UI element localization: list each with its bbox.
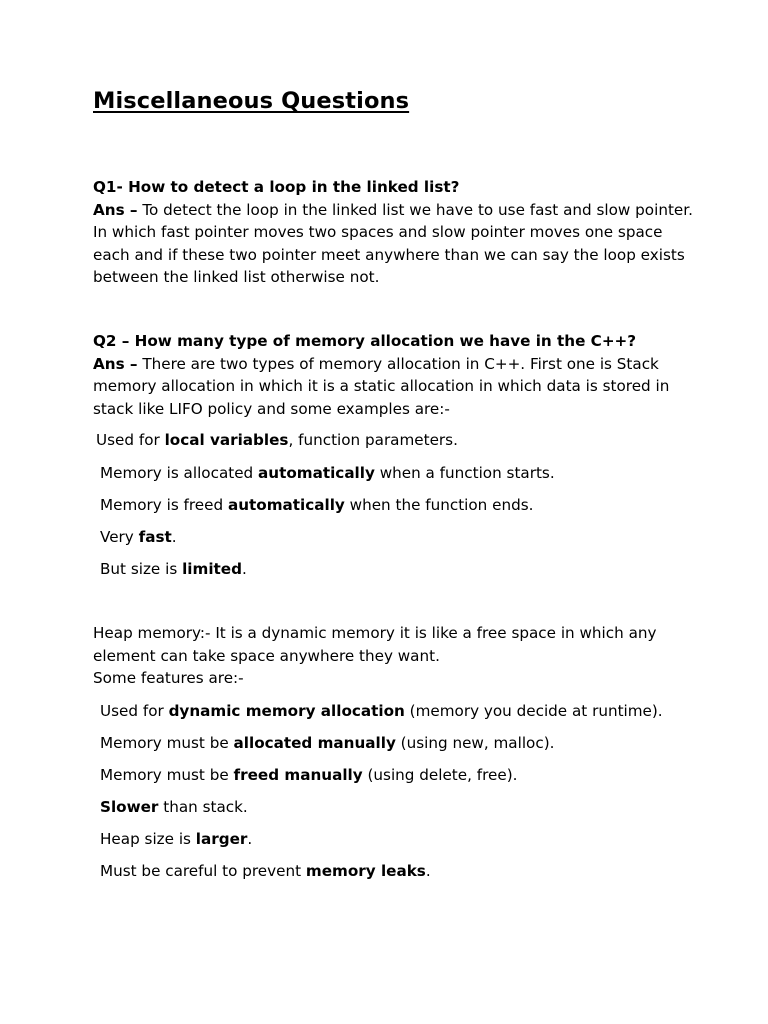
heap-item: Heap size is larger. [100, 830, 253, 848]
q1-answer-text: To detect the loop in the linked list we have to use fast and slow pointer. In which fast pointer moves two spaces and slow pointer moves one space each and if these two pointer meet anywhere than we can say the loop exists between the linked list otherwise not. [93, 200, 693, 286]
stack-item: Memory is freed automatically when the function ends. [100, 496, 534, 514]
heap-features-label: Some features are:- [93, 669, 244, 687]
heap-item: Memory must be freed manually (using delete, free). [100, 766, 518, 784]
q1-question: Q1- How to detect a loop in the linked list? [93, 178, 460, 196]
q1-ans-label: Ans – [93, 200, 138, 219]
q1-section [93, 176, 693, 289]
heap-item: Used for dynamic memory allocation (memory you decide at runtime). [100, 702, 663, 720]
q2-answer [93, 353, 693, 421]
heap-item: Slower than stack. [100, 798, 248, 816]
heap-item: Must be careful to prevent memory leaks. [100, 862, 431, 880]
heap-intro: Heap memory:- It is a dynamic memory it is like a free space in which any element can take space anywhere they want. [93, 624, 657, 665]
heap-section [93, 622, 693, 690]
q1-answer [93, 199, 693, 289]
heap-item: Memory must be allocated manually (using new, malloc). [100, 734, 555, 752]
q2-answer-text: There are two types of memory allocation in C++. First one is Stack memory allocation in which it is a static allocation in which data is stored in stack like LIFO policy and some examples are:- [93, 354, 670, 418]
page-title: Miscellaneous Questions [93, 88, 410, 114]
q2-ans-label: Ans – [93, 354, 138, 373]
stack-item: Very fast. [100, 528, 177, 546]
stack-item: Used for local variables, function parameters. [96, 431, 458, 449]
q2-question: Q2 – How many type of memory allocation we have in the C++? [93, 332, 637, 350]
stack-item: Memory is allocated automatically when a function starts. [100, 464, 555, 482]
q2-section [93, 330, 693, 420]
stack-item: But size is limited. [100, 560, 247, 578]
